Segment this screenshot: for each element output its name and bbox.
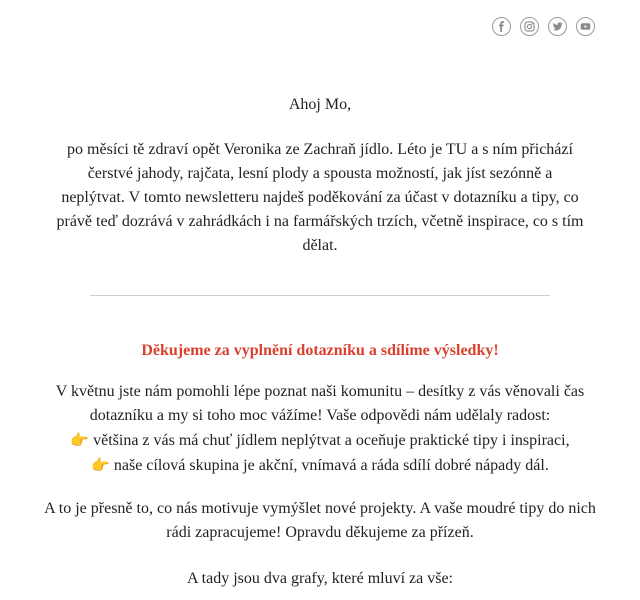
facebook-icon[interactable] (492, 17, 511, 36)
survey-paragraph (30, 380, 610, 478)
pointing-hand-icon: 👉 (91, 456, 110, 474)
list-item-text: naše cílová skupina je akční, vnímavá a ráda sdílí dobré nápady dál. (113, 457, 549, 474)
thanks-paragraph: A to je přesně to, co nás motivuje vymýšlet nové projekty. A vaše moudré tipy do nich rádi zapracujeme! Opravdu děkujeme za přízeň. (44, 500, 596, 541)
instagram-icon[interactable] (520, 17, 539, 36)
graphs-intro: A tady jsou dva grafy, které mluví za vše: (187, 570, 453, 587)
section-heading: Děkujeme za vyplnění dotazníku a sdílíme výsledky! (141, 342, 499, 359)
survey-text: V květnu jste nám pomohli lépe poznat naši komunitu – desítky z vás věnovali čas dotazníku a my si toho moc vážíme! Vaše odpovědi nám udělaly radost: (55, 383, 585, 424)
twitter-icon[interactable] (548, 17, 567, 36)
list-item (30, 453, 610, 478)
youtube-icon[interactable] (576, 17, 595, 36)
list-item-text: většina z vás má chuť jídlem neplýtvat a oceňuje praktické tipy i inspiraci, (93, 432, 570, 449)
intro-paragraph: po měsíci tě zdraví opět Veronika ze Zachraň jídlo. Léto je TU a s ním přichází čerstvé jahody, rajčata, lesní plody a spousta možností, jak jíst sezónně a neplýtvat. V tomto newsletteru najdeš poděkování za účast v dotazníku a tipy, co právě teď dozrává v zahrádkách i na farmářských trzích, včetně inspirace, co s tím dělat. (56, 141, 584, 254)
divider (90, 295, 550, 296)
pointing-hand-icon: 👉 (70, 431, 90, 449)
greeting: Ahoj Mo, (288, 96, 352, 113)
list-item (30, 428, 610, 453)
social-links (492, 17, 595, 36)
